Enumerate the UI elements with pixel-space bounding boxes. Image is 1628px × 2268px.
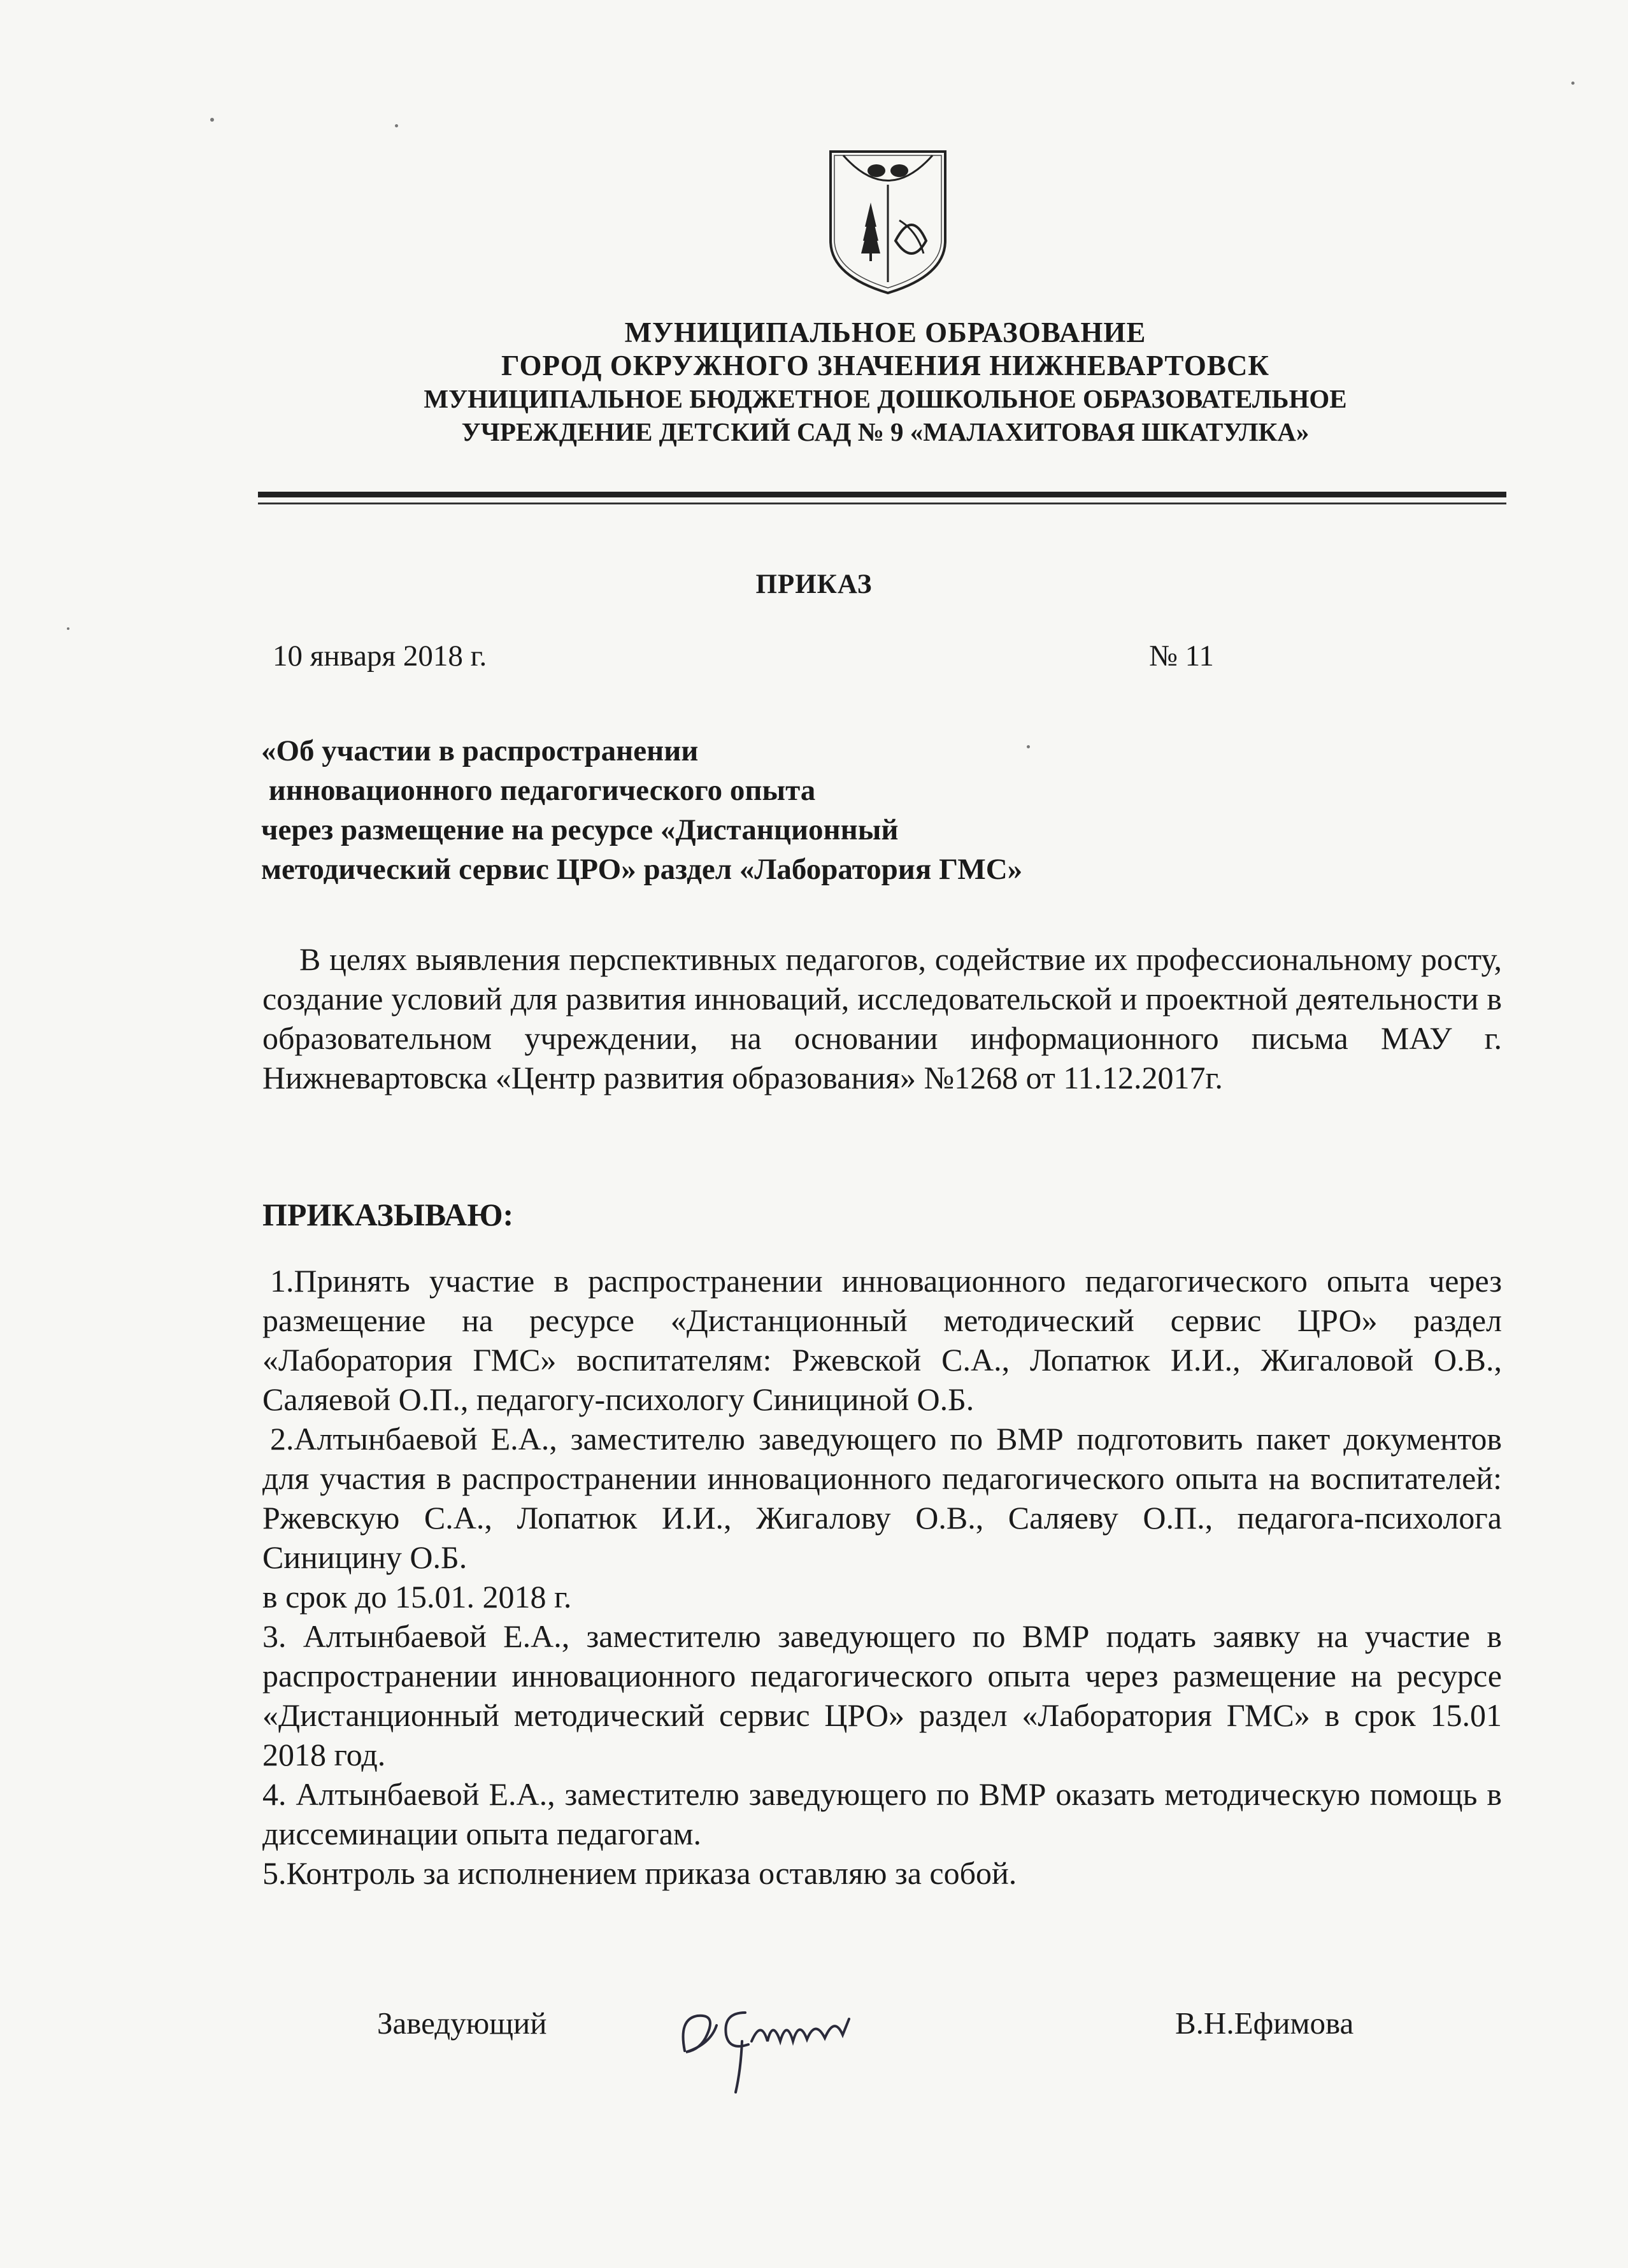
scan-speck: [210, 118, 214, 122]
order-item: 4. Алтынбаевой Е.А., заместителю заведующего по ВМР оказать методическую помощь в диссеминации опыта педагогам.: [262, 1776, 1502, 1851]
scan-speck: [67, 627, 69, 630]
header-divider-thin: [258, 503, 1506, 504]
order-items: [262, 1261, 1502, 1893]
header-line-3: МУНИЦИПАЛЬНОЕ БЮДЖЕТНОЕ ДОШКОЛЬНОЕ ОБРАЗОВАТЕЛЬНОЕ: [424, 384, 1347, 413]
preamble-paragraph: В целях выявления перспективных педагогов, содействие их профессиональному росту, создание условий для развития инноваций, исследовательской и проектной деятельности в образовательном учреждении, на основании информационного письма МАУ г. Нижневартовска «Центр развития образования» №1268 от 11.12.2017г.: [262, 941, 1502, 1095]
header-divider-thick: [258, 492, 1506, 497]
signature-block: [0, 1992, 1628, 2120]
subject-line: инновационного педагогического опыта: [261, 774, 816, 807]
order-item: 1.Принять участие в распространении инновационного педагогического опыта через размещение на ресурсе «Дистанционный методический сервис ЦРО» раздел «Лаборатория ГМС» воспитателям: Ржевской С.А., Лопатюк И.И., Жигаловой О.В., Саляевой О.П., педагогу-психологу Синициной О.Б.: [262, 1263, 1502, 1417]
order-item: 5.Контроль за исполнением приказа оставляю за собой.: [262, 1855, 1017, 1891]
subject-line: «Об участии в распространении: [261, 734, 699, 767]
document-date: 10 января 2018 г.: [273, 639, 487, 673]
scan-speck: [395, 124, 398, 127]
scan-speck: [1571, 82, 1574, 85]
institution-header: [255, 316, 1516, 448]
header-line-4: УЧРЕЖДЕНИЕ ДЕТСКИЙ САД № 9 «МАЛАХИТОВАЯ ШКАТУЛКА»: [461, 417, 1310, 446]
signatory-name: В.Н.Ефимова: [1175, 2006, 1354, 2041]
subject-line: методический сервис ЦРО» раздел «Лаборатория ГМС»: [261, 853, 1023, 886]
order-item: 2.Алтынбаевой Е.А., заместителю заведующего по ВМР подготовить пакет документов для участия в распространении инновационного педагогического опыта на воспитателей: Ржевскую С.А., Лопатюк И.И., Жигалову О.В., Саляеву О.П., педагога-психолога Синицину О.Б.: [262, 1421, 1502, 1575]
order-item-deadline: в срок до 15.01. 2018 г.: [262, 1579, 572, 1615]
subject-line: через размещение на ресурсе «Дистанционный: [261, 813, 899, 846]
handwritten-signature: [672, 1981, 863, 2108]
header-line-2: ГОРОД ОКРУЖНОГО ЗНАЧЕНИЯ НИЖНЕВАРТОВСК: [501, 350, 1269, 382]
order-item: 3. Алтынбаевой Е.А., заместителю заведующего по ВМР подать заявку на участие в распространении инновационного педагогического опыта через размещение на ресурсе «Дистанционный методический сервис ЦРО» раздел «Лаборатория ГМС» в срок 15.01 2018 год.: [262, 1618, 1502, 1772]
scan-speck: [1027, 745, 1030, 748]
coat-of-arms-icon: [824, 145, 952, 298]
order-heading: ПРИКАЗЫВАЮ:: [262, 1197, 514, 1232]
document-subject: [261, 731, 1280, 889]
header-line-1: МУНИЦИПАЛЬНОЕ ОБРАЗОВАНИЕ: [624, 317, 1146, 348]
document-type: ПРИКАЗ: [755, 569, 873, 599]
document-number: № 11: [1149, 639, 1214, 673]
signatory-title: Заведующий: [377, 2006, 547, 2041]
